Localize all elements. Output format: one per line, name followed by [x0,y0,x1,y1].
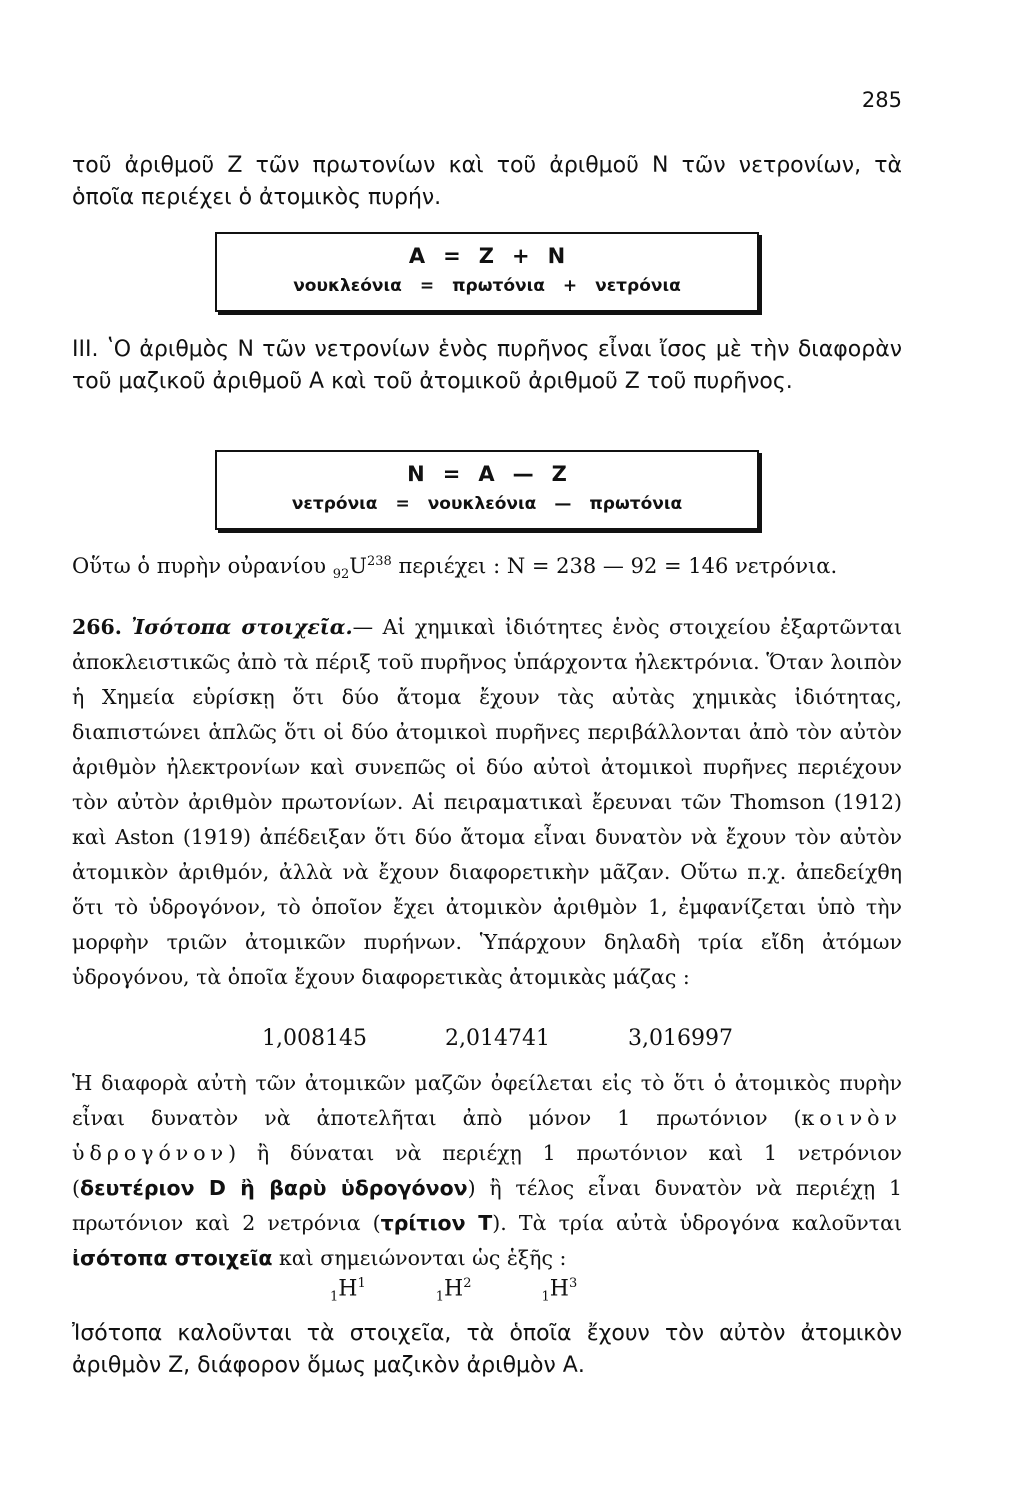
page-number: 285 [861,88,902,112]
hydrogen-2: $_1H^2$ [435,1276,472,1305]
isotope-symbols [330,1276,577,1305]
isotopes-term: ἰσότοπα στοιχεῖα [72,1246,273,1270]
symbol-z: Ζ [551,462,567,486]
word-neutrons: νετρόνια [291,494,378,514]
symbol-a: Α [408,244,426,268]
deuterium-term: δευτέριον D ἢ βαρὺ ὑδρογόνον [80,1176,468,1200]
word-protons: πρωτόνια [452,276,545,296]
intro-paragraph: τοῦ ἀριθμοῦ Ζ τῶν πρωτονίων καὶ τοῦ ἀριθμοῦ Ν τῶν νετρονίων, τὰ ὁποῖα περιέχει ὁ ἀτομικὸς πυρήν. [72,153,902,210]
section-266 [72,610,902,995]
item-three-paragraph: III. ʽΟ ἀριθμὸς Ν τῶν νετρονίων ἑνὸς πυρῆνος εἶναι ἴσος μὲ τὴν διαφορὰν τοῦ μαζικοῦ ἀριθμοῦ Α καὶ τοῦ ἀτομικοῦ ἀριθμοῦ Ζ τοῦ πυρῆνος. [72,337,902,394]
word-nucleons: νουκλεόνια [427,494,537,514]
text-run: καὶ σημειώνονται ὡς ἑξῆς : [272,1246,567,1270]
word-protons: πρωτόνια [589,494,683,514]
text-run: Ἡ διαφορὰ αὐτὴ τῶν ἀτομικῶν μαζῶν ὀφείλεται εἰς τὸ ὅτι ὁ ἀτομικὸς πυρὴν εἶναι δυνατὸν νὰ ἀποτελῆται ἀπὸ μόνον 1 πρωτόνιον ( [72,1071,902,1130]
symbol-z: Ζ [478,244,494,268]
equals-sign: = [395,494,410,514]
equals-sign: = [443,244,461,268]
equals-sign: = [442,462,461,486]
difference-paragraph [72,1066,902,1276]
section-body: — Αἱ χημικαὶ ἰδιότητες ἑνὸς στοιχείου ἐξαρτῶνται ἀποκλειστικῶς ἀπὸ τὰ πέριξ τοῦ πυρῆνος ὑπάρχοντα ἠλεκτρόνια. Ὅταν λοιπὸν ἡ Χημεία εὑρίσκῃ ὅτι δύο ἄτομα ἔχουν τὰς αὐτὰς χημικὰς ἰδιότητας, διαπιστώνει ἁπλῶς ὅτι οἱ δύο ἀτομικοὶ πυρῆνες περιβάλλονται ἀπὸ τὸν αὐτὸν ἀριθμὸν ἠλεκτρονίων καὶ συνεπῶς οἱ δύο αὐτοὶ ἀτομικοὶ πυρῆνες περιέχουν τὸν αὐτὸν ἀριθμὸν πρωτονίων. Αἱ πειραματικαὶ ἔρευναι τῶν Thomson (1912) καὶ Aston (1919) ἀπέδειξαν ὅτι δύο ἄτομα εἶναι δυνατὸν νὰ ἔχουν τὸν αὐτὸν ἀτομικὸν ἀριθμόν, ἀλλὰ νὰ ἔχουν διαφορετικὴν μᾶζαν. Οὕτω π.χ. ἀπεδείχθη ὅτι τὸ ὑδρογόνον, τὸ ὁποῖον ἔχει ἀτομικὸν ἀριθμὸν 1, ἐμφανίζεται ὑπὸ τὴν μορφὴν τριῶν ἀτομικῶν πυρήνων. Ὑπάρχουν δηλαδὴ τρία εἴδη ἀτόμων ὑδρογόνου, τὰ ὁποῖα ἔχουν διαφορετικὰς ἀτομικὰς μάζας : [72,615,902,989]
formula-symbols [217,462,757,486]
uranium-line-pre: Οὕτω ὁ πυρὴν οὐρανίου [72,554,333,578]
common-hydrogen: κοινὸν ὑδρογόνον [72,1106,902,1165]
atomic-number: 92 [332,567,350,583]
uranium-line-post: περιέχει : N = 238 — 92 = 146 νετρόνια. [391,554,838,578]
text-run: ) ἢ τέλος εἶναι δυνατὸν νὰ περιέχῃ 1 πρωτόνιον καὶ 2 νετρόνια ( [72,1176,902,1235]
tritium-term: τρίτιον Τ [380,1211,493,1235]
plus-sign: + [511,244,530,268]
hydrogen-1: $_1H^1$ [330,1276,366,1305]
word-neutrons: νετρόνια [595,276,681,296]
formula-box-nucleons [215,232,759,312]
mass-value: 3,016997 [627,1026,733,1051]
hydrogen-3: $_1H^3$ [541,1276,578,1305]
uranium-symbol: U [349,554,367,578]
section-title: Ἰσότοπα στοιχεῖα. [131,615,353,639]
formula-words [217,276,757,296]
word-nucleons: νουκλεόνια [293,276,402,296]
mass-value: 2,014741 [444,1026,550,1051]
minus-sign: — [512,462,534,486]
formula-box-neutrons [215,450,759,530]
equals-sign: = [419,276,435,296]
text-run: ) ἢ δύναται νὰ περιέχῃ 1 πρωτόνιον καὶ 1 νετρόνιον ( [72,1141,902,1200]
isotope-definition: Ἰσότοπα καλοῦνται τὰ στοιχεῖα, τὰ ὁποῖα ἔχουν τὸν αὐτὸν ἀτομικὸν ἀριθμὸν Ζ, διάφορον ὅμως μαζικὸν ἀριθμὸν Α. [72,1321,902,1378]
section-number: 266. [72,615,122,639]
symbol-n: Ν [547,244,566,268]
mass-value: 1,008145 [262,1026,367,1051]
symbol-a: Α [478,462,495,486]
minus-sign: — [554,494,572,514]
symbol-n: Ν [407,462,425,486]
plus-sign: + [562,276,578,296]
formula-words [217,494,757,514]
mass-number: 238 [366,554,392,569]
atomic-masses [262,1026,733,1051]
text-run: ). Τὰ τρία αὐτὰ ὑδρογόνα καλοῦνται [492,1211,902,1235]
formula-symbols [217,244,757,268]
uranium-line [72,544,902,592]
